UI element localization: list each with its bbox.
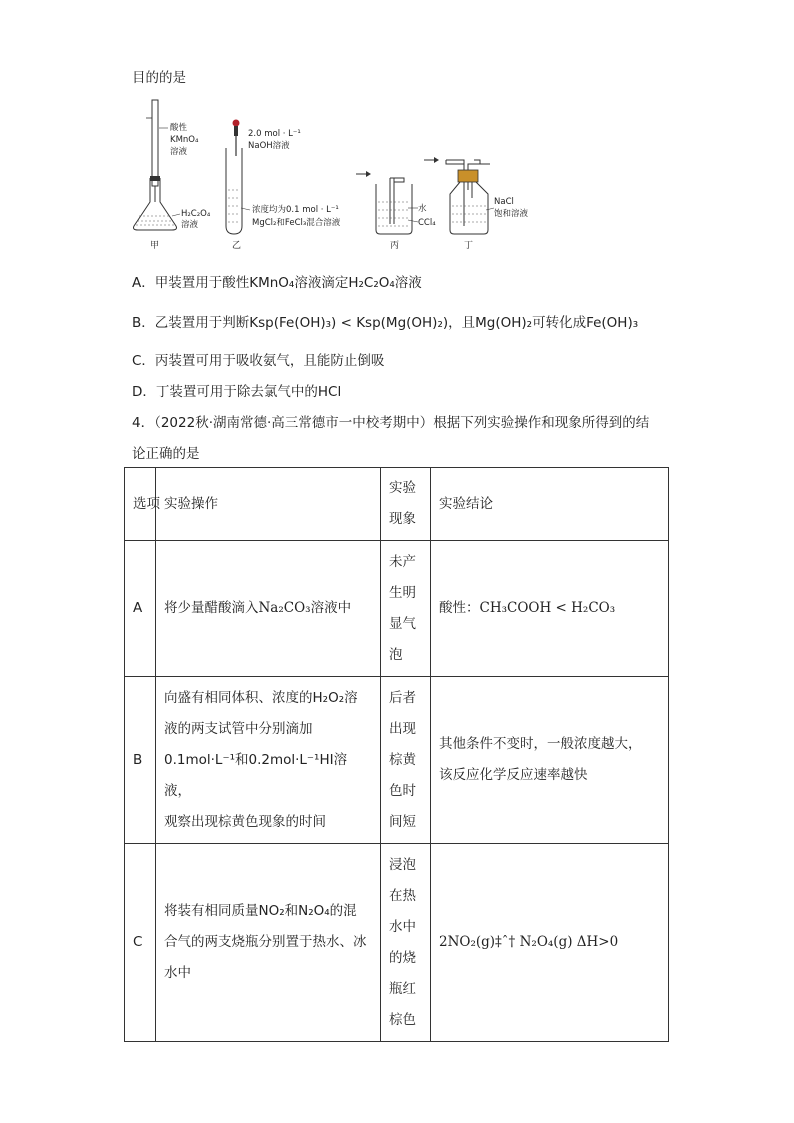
ding-caption: 丁 <box>464 241 474 251</box>
jia-label-1: 酸性 <box>170 123 188 133</box>
bing-label-2: CCl₄ <box>418 218 436 228</box>
row-b-operation-line: 向盛有相同体积、浓度的H₂O₂溶 <box>164 689 358 706</box>
table-header-row <box>125 468 669 541</box>
option-d: D．丁装置可用于除去氯气中的HCl <box>132 384 342 400</box>
row-a-phenomenon: 未产生明显气泡 <box>389 553 416 663</box>
row-b-conclusion-line: 该反应化学反应速率越快 <box>439 767 588 783</box>
beaker-apparatus <box>356 171 418 234</box>
row-b-operation-line: 0.1mol·L⁻¹和0.2mol·L⁻¹HI溶液， <box>164 751 348 799</box>
table-row <box>125 677 669 844</box>
row-b-operation-line: 液的两支试管中分别滴加 <box>164 720 313 737</box>
row-c-operation <box>156 844 381 1042</box>
row-b-operation <box>156 677 381 844</box>
bing-caption: 丙 <box>390 241 400 251</box>
row-b-conclusion-line: 其他条件不变时，一般浓度越大， <box>439 736 642 752</box>
ding-label-1: NaCl <box>494 197 514 207</box>
row-c-operation-line: 合气的两支烧瓶分别置于热水、冰 <box>164 934 367 950</box>
header-phenomenon: 实验现象 <box>389 480 416 527</box>
row-a-conclusion: 酸性：CH₃COOH < H₂CO₃ <box>431 541 669 677</box>
table-row <box>125 541 669 677</box>
jia-label-5: 溶液 <box>181 220 199 230</box>
yi-label-2: NaOH溶液 <box>248 141 290 151</box>
row-c-conclusion: 2NO₂(g)‡ˆ† N₂O₄(g) ΔH>0 <box>431 844 669 1042</box>
yi-label-1: 2.0 mol · L⁻¹ <box>248 129 301 139</box>
row-c-operation-line: 水中 <box>164 965 191 981</box>
option-b: B．乙装置用于判断Ksp(Fe(OH)₃) < Ksp(Mg(OH)₂)，且Mg(OH)₂可转化成Fe(OH)₃ <box>132 315 639 331</box>
row-c-option: C <box>125 844 156 1042</box>
jia-label-2: KMnO₄ <box>170 135 199 145</box>
yi-caption: 乙 <box>232 241 242 251</box>
jia-label-4: H₂C₂O₄ <box>181 209 211 219</box>
row-b-phenomenon: 后者出现棕黄色时间短 <box>389 689 416 830</box>
row-c-operation-line: 将装有相同质量NO₂和N₂O₄的混 <box>164 903 357 919</box>
row-a-operation: 将少量醋酸滴入Na₂CO₃溶液中 <box>156 541 381 677</box>
jia-caption: 甲 <box>150 241 160 251</box>
ding-label-2: 饱和溶液 <box>494 209 529 219</box>
jia-label-3: 溶液 <box>170 147 188 157</box>
yi-label-4: MgCl₂和FeCl₃混合溶液 <box>252 218 341 228</box>
experiment-table <box>124 467 669 1042</box>
header-operation: 实验操作 <box>156 468 381 541</box>
intro-text: 目的的是 <box>132 70 186 86</box>
header-option: 选项 <box>133 495 160 512</box>
apparatus-figure <box>128 98 548 258</box>
option-c: C．丙装置可用于吸收氨气，且能防止倒吸 <box>132 353 385 369</box>
header-conclusion: 实验结论 <box>431 468 669 541</box>
yi-label-3: 浓度均为0.1 mol · L⁻¹ <box>252 205 339 215</box>
row-b-option: B <box>125 677 156 844</box>
dropper-testtube-apparatus <box>226 120 250 235</box>
table-row <box>125 844 669 1042</box>
row-a-option: A <box>125 541 156 677</box>
row-b-conclusion <box>431 677 669 844</box>
question4-line2: 论正确的是 <box>132 446 200 462</box>
bing-label-1: 水 <box>418 204 427 214</box>
row-c-phenomenon: 浸泡在热水中的烧瓶红棕色 <box>389 856 416 1028</box>
question4-line1: 4．（2022秋·湖南常德·高三常德市一中校考期中）根据下列实验操作和现象所得到的结 <box>132 415 650 431</box>
row-b-operation-line: 观察出现棕黄色现象的时间 <box>164 813 326 830</box>
burette-flask-apparatus <box>134 100 181 230</box>
option-a: A．甲装置用于酸性KMnO₄溶液滴定H₂C₂O₄溶液 <box>132 275 422 291</box>
